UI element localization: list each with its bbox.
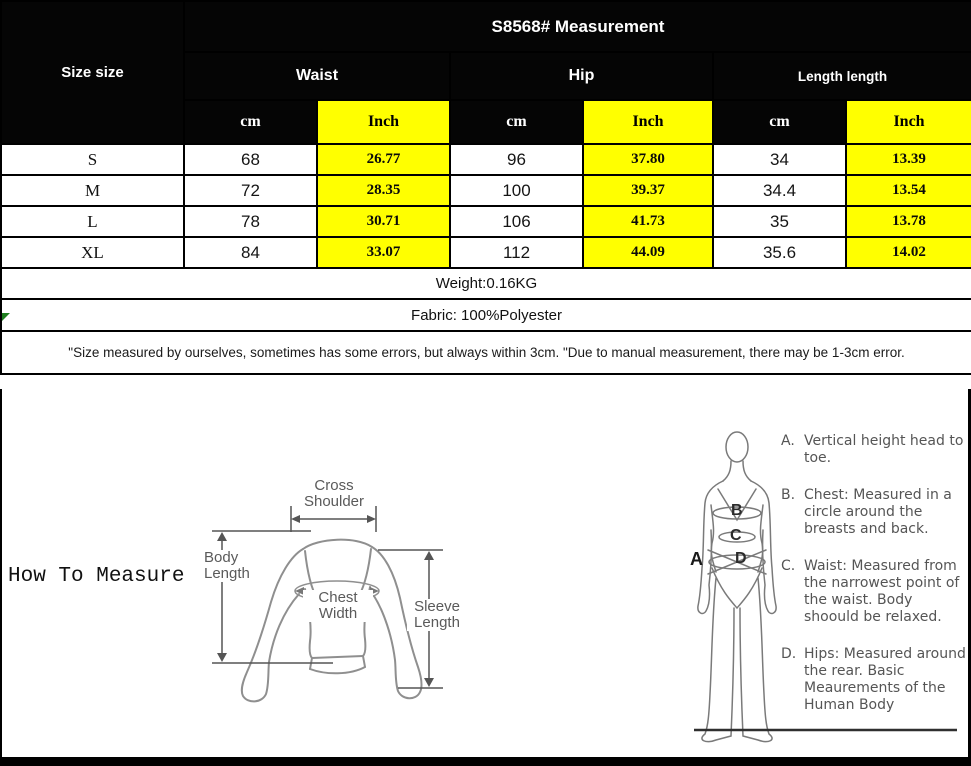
length-cm: 35: [713, 206, 846, 237]
hip-inch: 39.37: [583, 175, 713, 206]
hip-inch: 41.73: [583, 206, 713, 237]
size-label: S: [1, 144, 184, 175]
sleeve-length-label: Sleeve Length: [407, 599, 467, 631]
how-to-measure-heading: How To Measure: [8, 565, 185, 588]
length-inch: 13.78: [846, 206, 971, 237]
bottom-border-bar: [0, 757, 971, 766]
length-cm: 35.6: [713, 237, 846, 268]
length-inch: 13.39: [846, 144, 971, 175]
item-key: A.: [781, 433, 795, 449]
unit-header-length-inch: Inch: [846, 100, 971, 144]
waist-cm: 68: [184, 144, 317, 175]
waist-cm: 78: [184, 206, 317, 237]
table-row: [1, 144, 971, 175]
hip-inch: 37.80: [583, 144, 713, 175]
item-text: Hips: Measured around the rear. Basic Meaurements of the Human Body: [804, 646, 966, 713]
hip-cm: 96: [450, 144, 583, 175]
unit-header-length-cm: cm: [713, 100, 846, 144]
item-key: B.: [781, 487, 796, 503]
waist-inch: 26.77: [317, 144, 450, 175]
cross-shoulder-label: Cross Shoulder: [303, 477, 365, 510]
measure-descriptions: [781, 433, 967, 734]
measure-item-c: [781, 558, 967, 626]
size-label: L: [1, 206, 184, 237]
length-cm: 34.4: [713, 175, 846, 206]
waist-inch: 30.71: [317, 206, 450, 237]
group-header-waist: Waist: [184, 52, 450, 100]
item-text: Vertical height head to toe.: [804, 433, 964, 466]
measure-item-b: [781, 487, 967, 538]
table-row: [1, 237, 971, 268]
measurement-note: "Size measured by ourselves, sometimes has some errors, but always within 3cm. "Due to manual measurement, there may be 1-3cm error.: [1, 331, 971, 374]
length-cm: 34: [713, 144, 846, 175]
body-length-label: Body Length: [204, 550, 260, 582]
size-column-header: Size size: [1, 1, 184, 144]
figure-letter-a: A: [690, 549, 703, 569]
group-header-hip: Hip: [450, 52, 713, 100]
chest-width-label: Chest Width: [303, 590, 373, 622]
measure-item-d: [781, 646, 967, 714]
table-row: [1, 206, 971, 237]
hip-inch: 44.09: [583, 237, 713, 268]
weight-row: Weight:0.16KG: [1, 268, 971, 299]
length-inch: 13.54: [846, 175, 971, 206]
hip-cm: 112: [450, 237, 583, 268]
waist-cm: 84: [184, 237, 317, 268]
figure-letter-d: D: [735, 550, 747, 567]
item-key: C.: [781, 558, 796, 574]
unit-header-waist-cm: cm: [184, 100, 317, 144]
measure-item-a: [781, 433, 967, 467]
length-inch: 14.02: [846, 237, 971, 268]
figure-letter-c: C: [730, 527, 742, 544]
unit-header-hip-cm: cm: [450, 100, 583, 144]
item-key: D.: [781, 646, 797, 662]
unit-header-hip-inch: Inch: [583, 100, 713, 144]
size-label: M: [1, 175, 184, 206]
group-header-length: Length length: [713, 52, 971, 100]
waist-inch: 33.07: [317, 237, 450, 268]
hip-cm: 106: [450, 206, 583, 237]
body-figure-sketch: [698, 432, 776, 742]
item-text: Waist: Measured from the narrowest point of the waist. Body shoould be relaxed.: [804, 558, 960, 625]
table-title: S8568# Measurement: [184, 1, 971, 52]
waist-cm: 72: [184, 175, 317, 206]
cell-comment-marker: [2, 313, 10, 321]
measurement-table: [0, 0, 971, 375]
unit-header-waist-inch: Inch: [317, 100, 450, 144]
size-label: XL: [1, 237, 184, 268]
waist-inch: 28.35: [317, 175, 450, 206]
table-row: [1, 175, 971, 206]
hip-cm: 100: [450, 175, 583, 206]
figure-letter-b: B: [731, 502, 743, 519]
item-text: Chest: Measured in a circle around the breasts and back.: [804, 487, 952, 537]
fabric-row: Fabric: 100%Polyester: [1, 299, 971, 331]
